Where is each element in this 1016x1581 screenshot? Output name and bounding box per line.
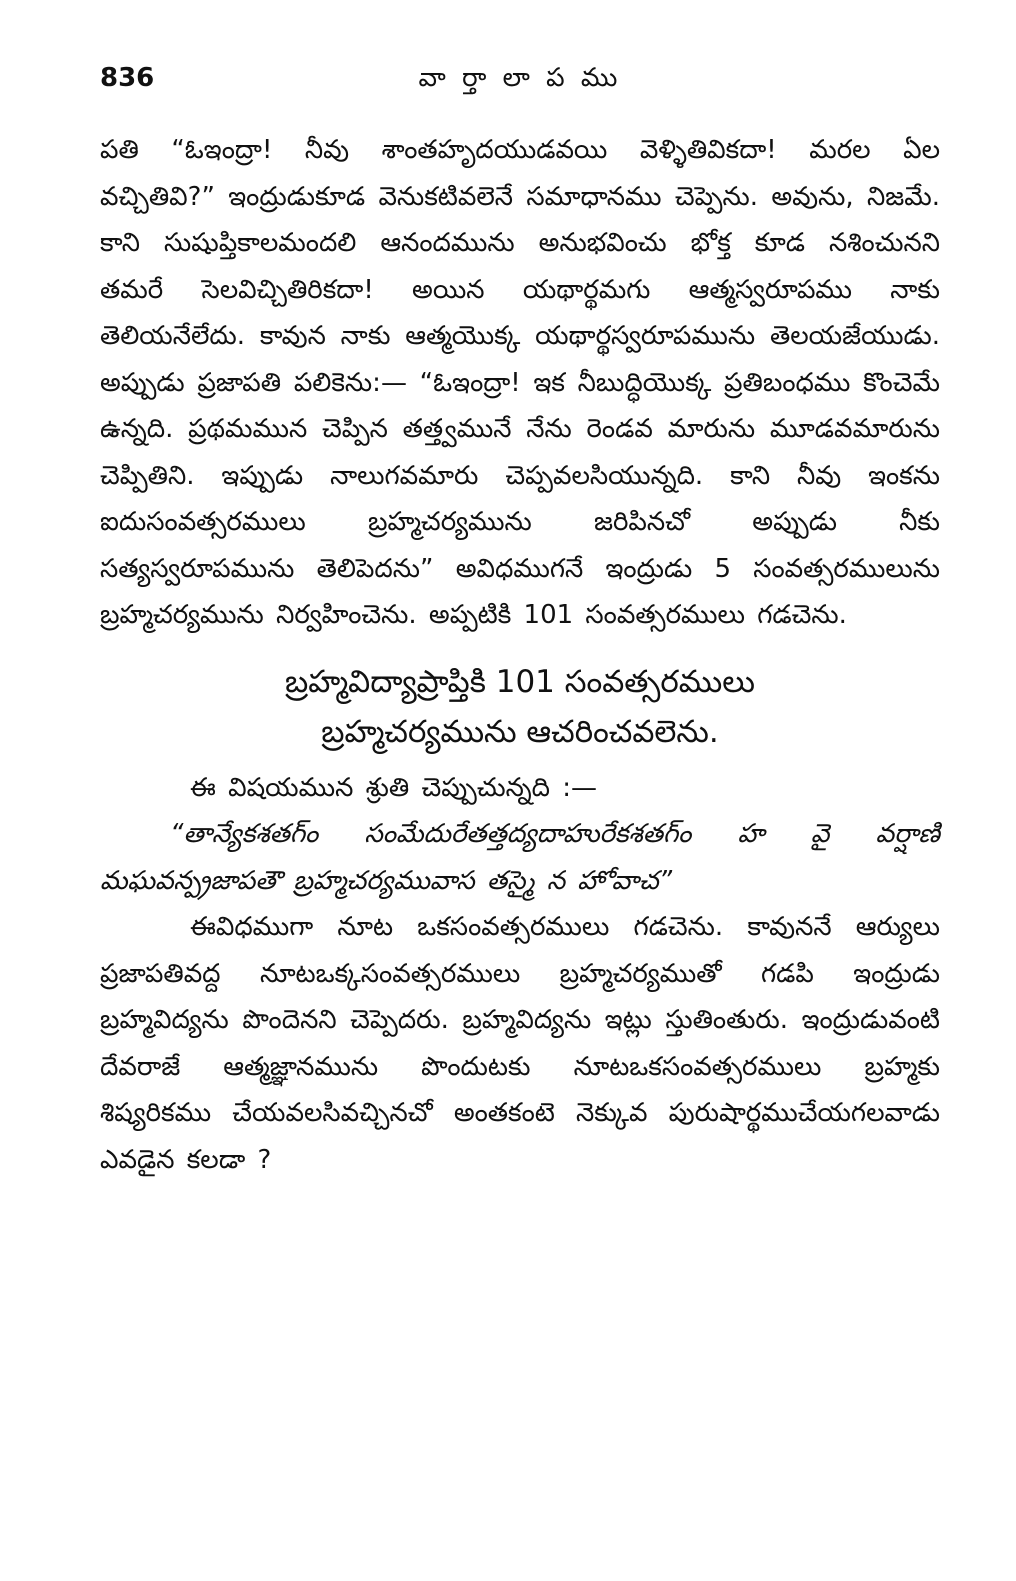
page-header — [100, 55, 940, 115]
section-heading-line-1: బ్రహ్మవిద్యాప్రాప్తికి 101 సంవత్సరములు — [285, 663, 755, 700]
page — [100, 55, 940, 1183]
page-number: 836 — [100, 63, 155, 93]
paragraph-3: ఈవిధముగా నూట ఒకసంవత్సరములు గడచెను. కావుననే ఆర్యులు ప్రజాపతివద్ద నూటఒక్కసంవత్సరములు బ్రహ్మచర్యముతో గడపి ఇంద్రుడు బ్రహ్మవిద్యను పొందెనని చెప్పెదరు. బ్రహ్మవిద్యను ఇట్లు స్తుతింతురు. ఇంద్రుడువంటి దేవరాజే ఆత్మజ్ఞానమును పొందుటకు నూటఒకసంవత్సరములు బ్రహ్మకు శిష్యరికము చేయవలసివచ్చినచో అంతకంటె నెక్కువ పురుషార్థముచేయగలవాడు ఎవడైన కలడా ? — [100, 912, 940, 1175]
body-text — [100, 127, 940, 1183]
section-heading-line-2: బ్రహ్మచర్యమును ఆచరించవలెను. — [321, 713, 719, 750]
running-title: వా ర్తా లా ప ము — [418, 63, 622, 93]
paragraph-1: పతి “ఓఇంద్రా! నీవు శాంతహృదయుడవయి వెళ్ళితివికదా! మరల ఏల వచ్చితివి?” ఇంద్రుడుకూడ వెనుకటివలెనే సమాధానము చెప్పెను. అవును, నిజమే. కాని సుషుప్తికాలమందలి ఆనందమును అనుభవించు భోక్త కూడ నశించునని తమరే సెలవిచ్చితిరికదా! అయిన యథార్థమగు ఆత్మస్వరూపము నాకు తెలియనేలేదు. కావున నాకు ఆత్మయొక్క యథార్థస్వరూపమును తెలయజేయుడు. అప్పుడు ప్రజాపతి పలికెను:— “ఓఇంద్రా! ఇక నీబుద్ధియొక్క ప్రతిబంధము కొంచెమే ఉన్నది. ప్రథమమున చెప్పిన తత్త్వమునే నేను రెండవ మారును మూడవమారును చెప్పితిని. ఇప్పుడు నాలుగవమారు చెప్పవలసియున్నది. కాని నీవు ఇంకను ఐదుసంవత్సరములు బ్రహ్మచర్యమును జరిపినచో అప్పుడు నీకు సత్యస్వరూపమును తెలిపెదను” అవిధముగనే ఇంద్రుడు 5 సంవత్సరములును బ్రహ్మచర్యమును నిర్వహించెను. అప్పటికి 101 సంవత్సరములు గడచెను. — [100, 135, 940, 630]
verse-quote: “తాన్యేకశతగ్ం సంమేదురేతత్తద్యదాహురేకశతగ్ం హ వై వర్షాణి మఘవన్ప్రజాపతౌ బ్రహ్మచర్యమువాస తస్మై న హోవాచ” — [100, 819, 940, 896]
section-heading — [100, 657, 940, 757]
paragraph-2: ఈ విషయమున శ్రుతి చెప్పుచున్నది :— — [190, 772, 597, 803]
